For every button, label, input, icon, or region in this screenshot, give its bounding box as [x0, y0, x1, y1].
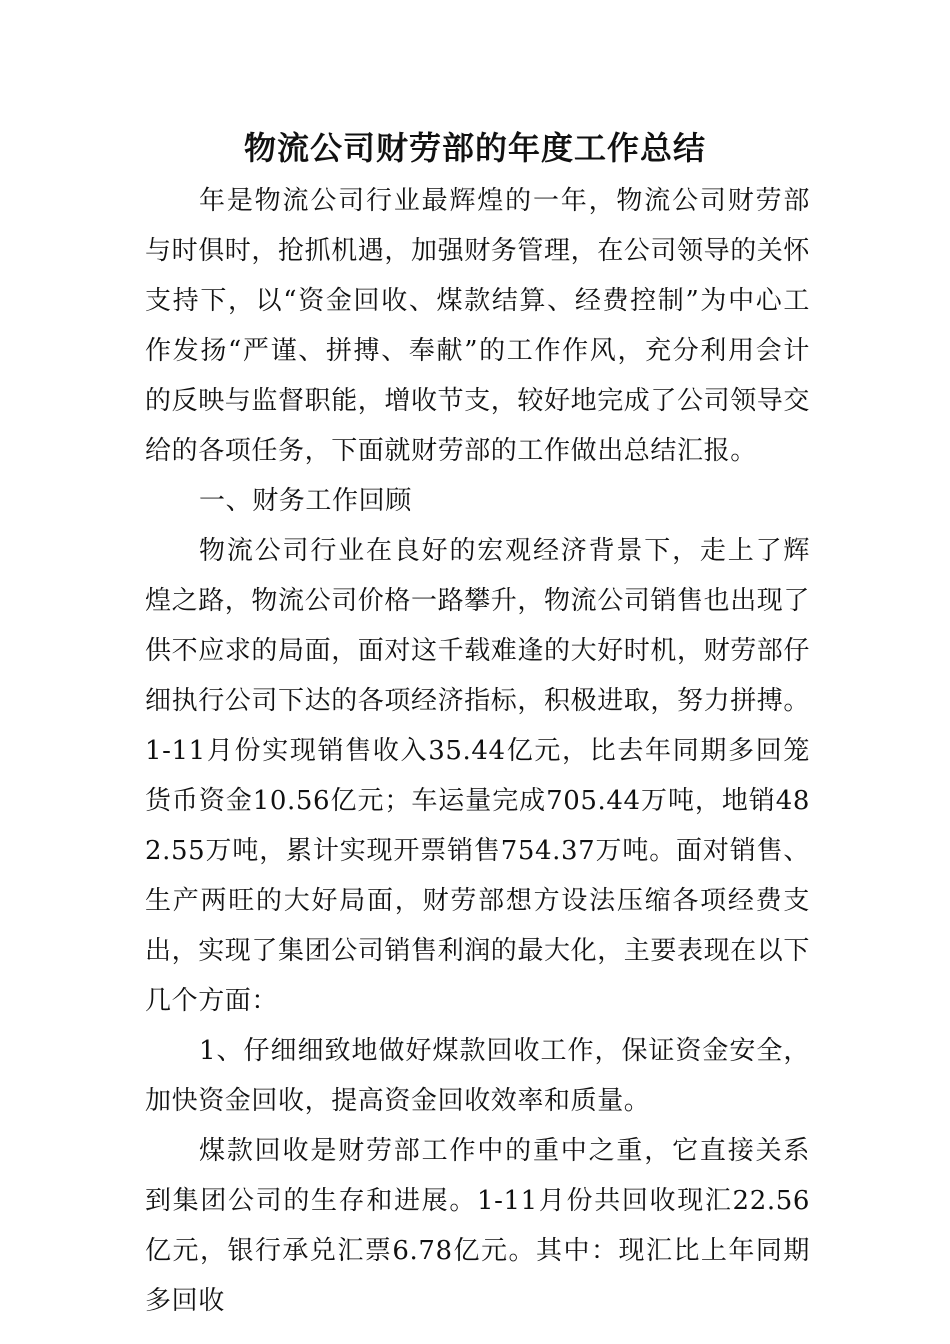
document-title: 物流公司财劳部的年度工作总结: [243, 129, 706, 167]
document-body: [145, 176, 810, 1326]
paragraph-collection: 煤款回收是财劳部工作中的重中之重，它直接关系到集团公司的生存和进展。1-11月份共回收现汇22.56亿元，银行承兑汇票6.78亿元。其中：现汇比上年同期多回收: [145, 1136, 810, 1316]
paragraph-intro: 年是物流公司行业最辉煌的一年，物流公司财劳部与时俱时，抢抓机遇，加强财务管理，在公司领导的关怀支持下，以“资金回收、煤款结算、经费控制”为中心工作发扬“严谨、拼搏、奉献”的工作作风，充分利用会计的反映与监督职能，增收节支，较好地完成了公司领导交给的各项任务，下面就财劳部的工作做出总结汇报。: [145, 186, 811, 466]
paragraph-review: 物流公司行业在良好的宏观经济背景下，走上了辉煌之路，物流公司价格一路攀升，物流公司销售也出现了供不应求的局面，面对这千载难逢的大好时机，财劳部仔细执行公司下达的各项经济指标，积极进取，努力拼搏。1-11月份实现销售收入35.44亿元，比去年同期多回笼货币资金10.56亿元；车运量完成705.44万吨，地销482.55万吨，累计实现开票销售754.37万吨。面对销售、生产两旺的大好局面，财劳部想方设法压缩各项经费支出，实现了集团公司销售利润的最大化，主要表现在以下几个方面：: [145, 536, 811, 1016]
paragraph-item-1: 1、仔细细致地做好煤款回收工作，保证资金安全，加快资金回收，提高资金回收效率和质量。: [145, 1036, 810, 1116]
section-heading: 一、财务工作回顾: [199, 486, 412, 516]
